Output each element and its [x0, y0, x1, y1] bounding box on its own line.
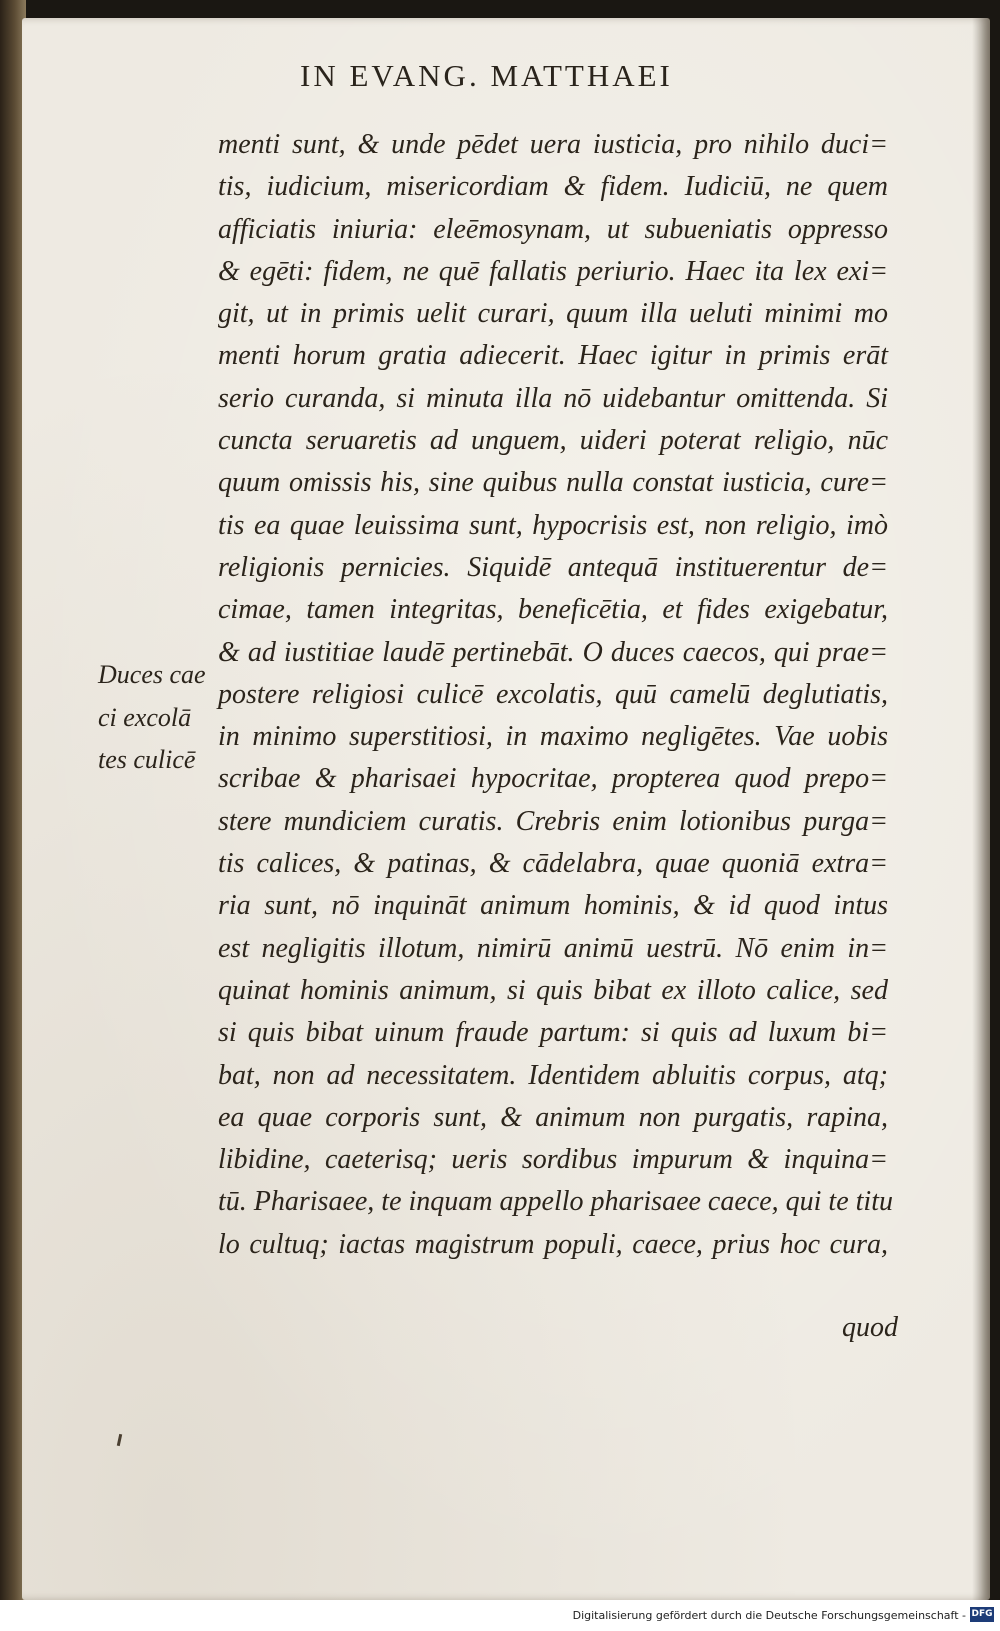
- text-line: & egēti: fidem, ne quē fallatis periurio. Haec ita lex exi=: [218, 255, 888, 287]
- text-line: si quis bibat uinum fraude partum: si quis ad luxum bi=: [218, 1017, 888, 1049]
- running-head: IN EVANG. MATTHAEI: [300, 58, 673, 93]
- text-line: menti horum gratia adiecerit. Haec igitur in primis erāt: [218, 340, 888, 372]
- text-line: tis, iudicium, misericordiam & fidem. Iudiciū, ne quem: [218, 171, 888, 203]
- text-line: religionis pernicies. Siquidē antequā instituerentur de=: [218, 551, 888, 583]
- text-line: ria sunt, nō inquināt animum hominis, & id quod intus: [218, 890, 888, 922]
- funding-credit: Digitalisierung gefördert durch die Deutsche Forschungsgemeinschaft -: [572, 1609, 966, 1622]
- page-gutter-shadow: [972, 18, 990, 1600]
- text-line: postere religiosi culicē excolatis, quū camelū deglutiatis,: [218, 678, 888, 710]
- footer-bar: [0, 1600, 1000, 1631]
- text-line: cimae, tamen integritas, beneficētia, et fides exigebatur,: [218, 594, 888, 626]
- catchword: quod: [842, 1312, 898, 1343]
- text-line: git, ut in primis uelit curari, quum illa ueluti minimi mo: [218, 298, 888, 330]
- text-line: quum omissis his, sine quibus nulla constat iusticia, cure=: [218, 467, 888, 499]
- dfg-logo-icon: DFG: [970, 1607, 994, 1622]
- text-line: quinat hominis animum, si quis bibat ex illoto calice, sed: [218, 974, 888, 1006]
- marginal-note: [98, 654, 206, 782]
- marginal-note-line: ci excolā: [98, 702, 192, 732]
- text-line: tis calices, & patinas, & cādelabra, quae quoniā extra=: [218, 848, 888, 880]
- marginal-note-line: Duces cae: [98, 660, 206, 689]
- text-line: & ad iustitiae laudē pertinebāt. O duces caecos, qui prae=: [218, 636, 888, 668]
- text-line: cuncta seruaretis ad unguem, uideri poterat religio, nūc: [218, 425, 888, 457]
- text-line: tis ea quae leuissima sunt, hypocrisis est, non religio, imò: [218, 509, 888, 541]
- text-line: in minimo superstitiosi, in maximo negligētes. Vae uobis: [218, 721, 888, 753]
- text-line: bat, non ad necessitatem. Identidem abluitis corpus, atq;: [218, 1059, 888, 1091]
- text-line: lo cultuq; iactas magistrum populi, caece, prius hoc cura,: [218, 1228, 888, 1260]
- text-line: afficiatis iniuria: eleēmosynam, ut subueniatis oppresso: [218, 213, 888, 245]
- text-line: serio curanda, si minuta illa nō uidebantur omittenda. Si: [218, 382, 888, 414]
- marginal-note-line: tes culicē: [98, 745, 196, 774]
- text-line: scribae & pharisaei hypocritae, propterea quod prepo=: [218, 763, 888, 795]
- text-line: tū. Pharisaee, te inquam appello pharisaee caece, qui te titu: [218, 1186, 893, 1218]
- text-line: libidine, caeterisq; ueris sordibus impurum & inquina=: [218, 1144, 888, 1176]
- body-text: [218, 124, 908, 1266]
- text-line: stere mundiciem curatis. Crebris enim lotionibus purga=: [218, 805, 888, 837]
- text-line: est negligitis illotum, nimirū animū uestrū. Nō enim in=: [218, 932, 888, 964]
- text-line: menti sunt, & unde pēdet uera iusticia, pro nihilo duci=: [218, 129, 888, 160]
- text-line: ea quae corporis sunt, & animum non purgatis, rapina,: [218, 1101, 888, 1133]
